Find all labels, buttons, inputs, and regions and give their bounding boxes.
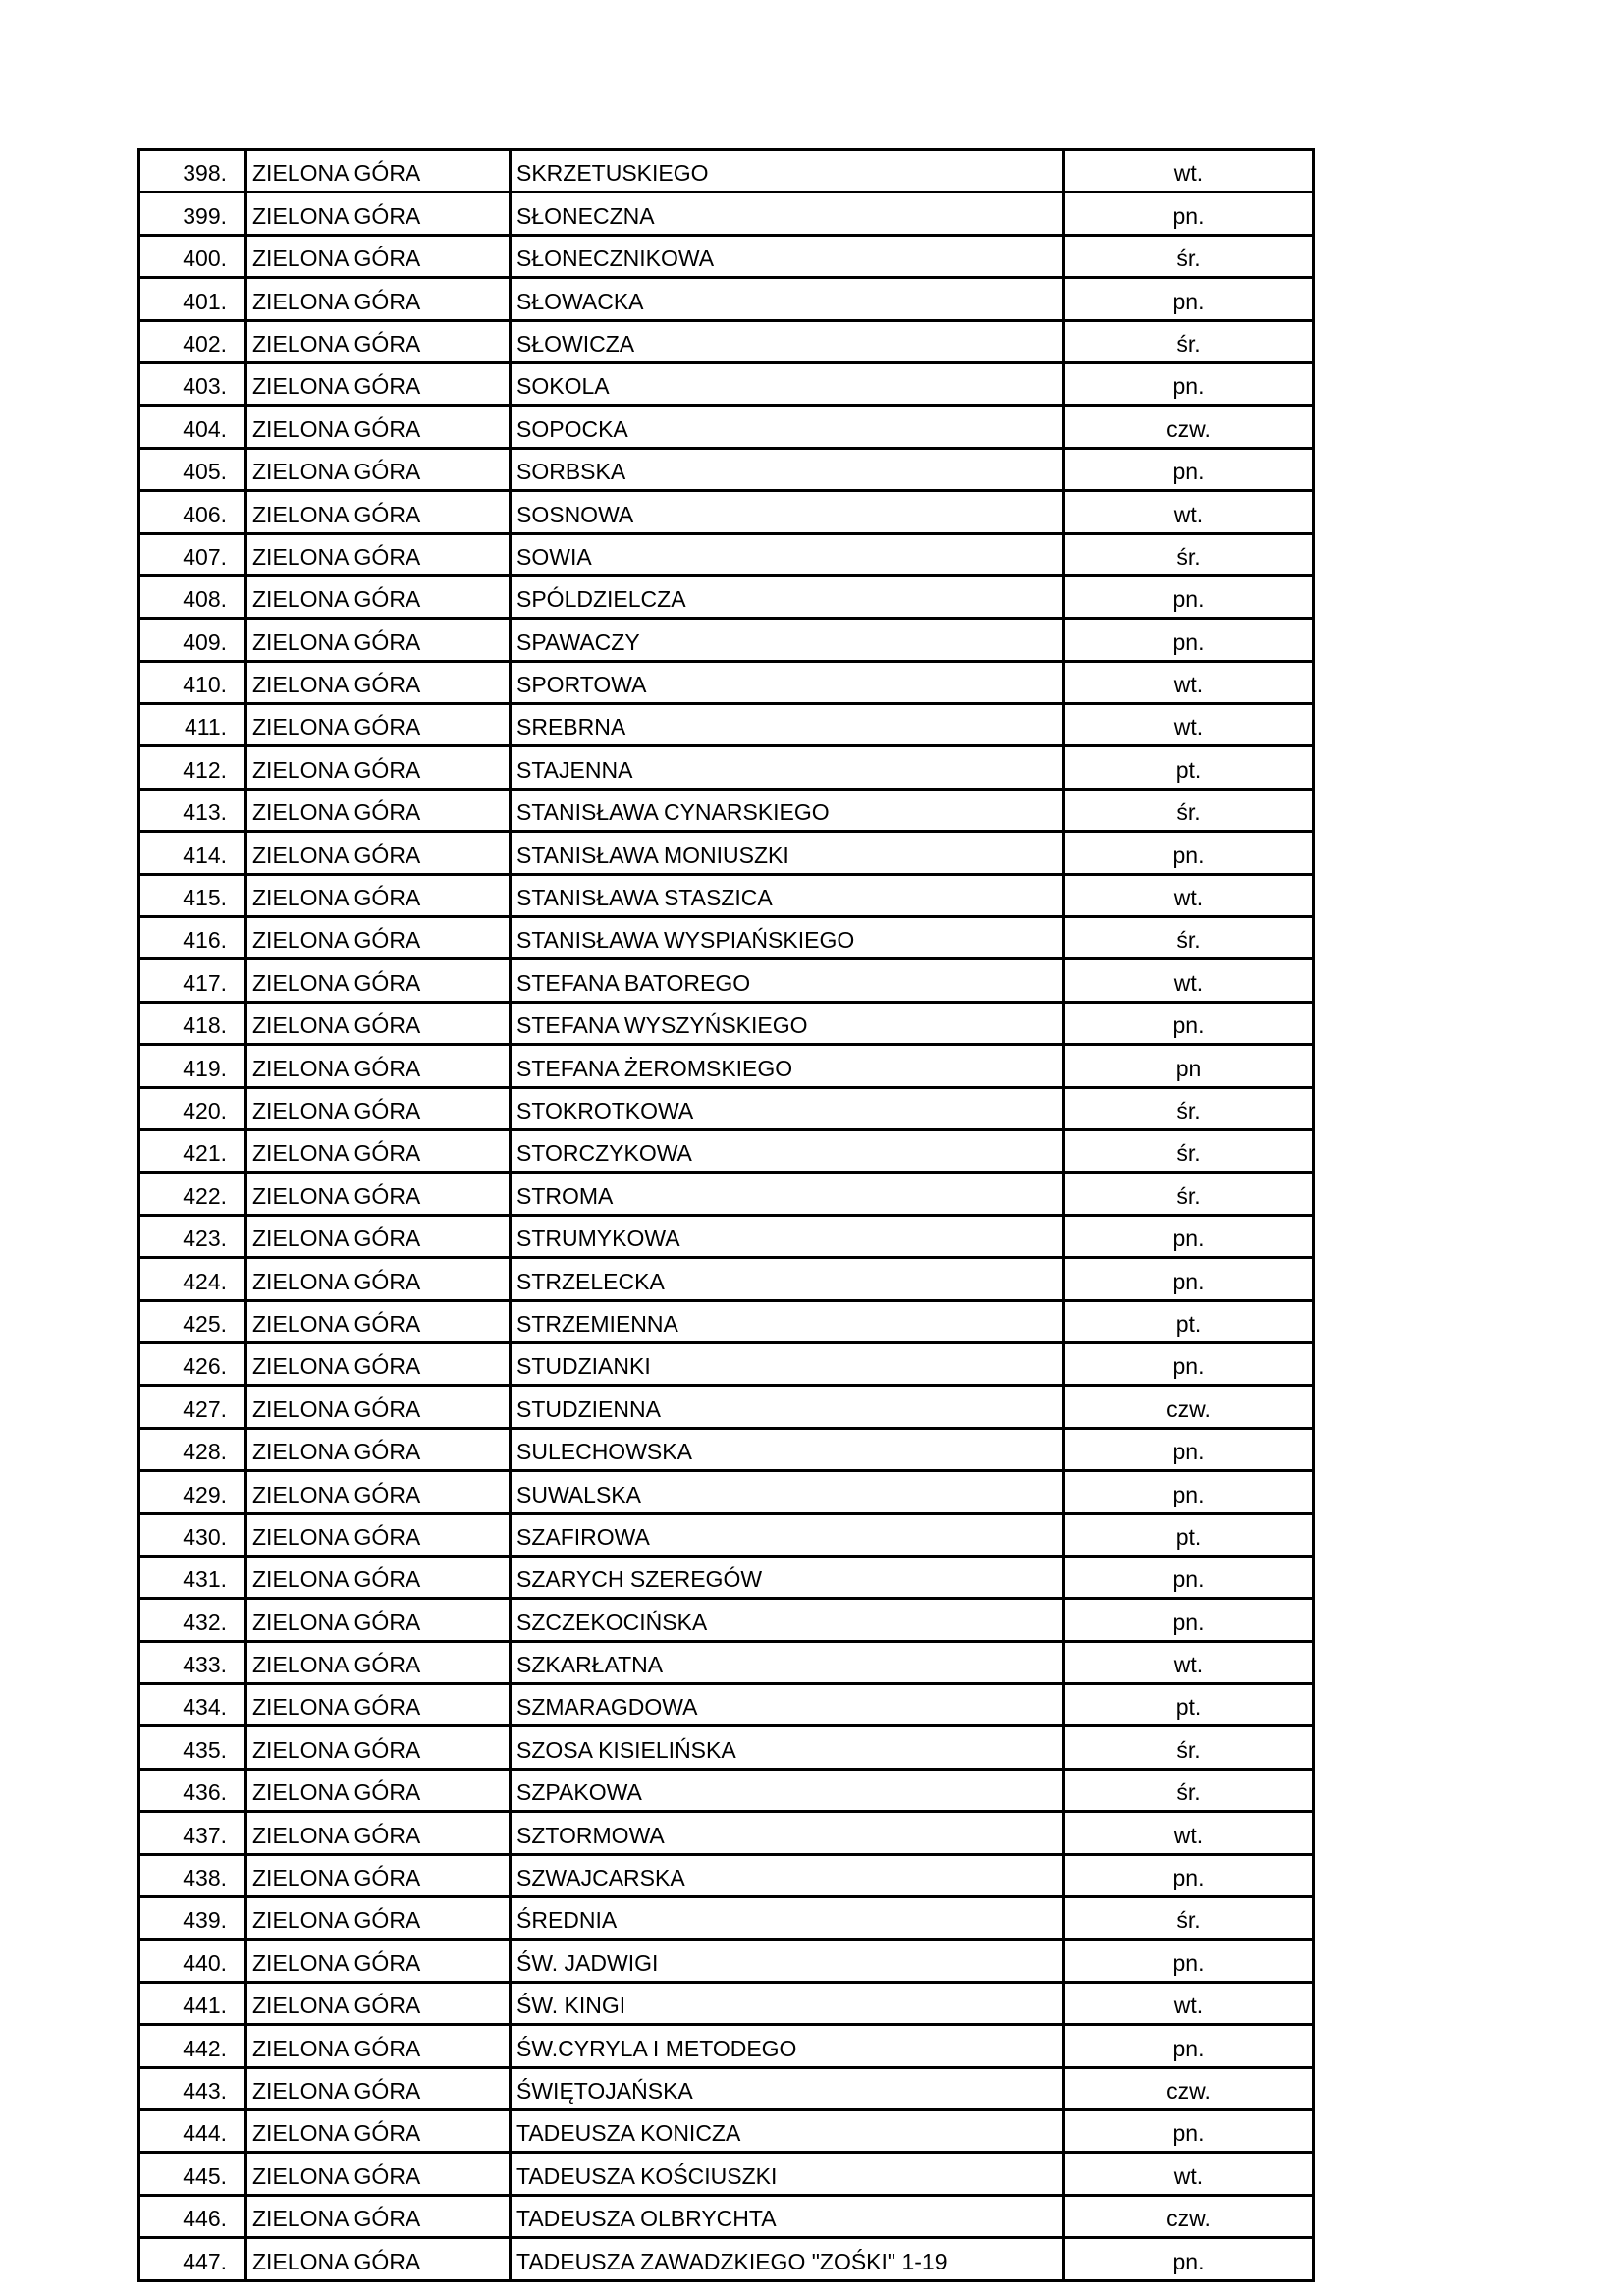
city-cell: ZIELONA GÓRA [246,2195,511,2237]
city-cell: ZIELONA GÓRA [246,1045,511,1087]
street-cell: SZKARŁATNA [511,1641,1064,1683]
street-cell: SPÓLDZIELCZA [511,575,1064,618]
street-cell: STRZELECKA [511,1258,1064,1300]
row-number-cell: 432. [139,1599,246,1641]
table-row [139,2153,1314,2195]
row-number-cell: 435. [139,1726,246,1769]
table-row [139,1940,1314,1982]
table-row [139,278,1314,320]
street-cell: STUDZIANKI [511,1342,1064,1385]
table-row [139,1428,1314,1470]
street-cell: STUDZIENNA [511,1386,1064,1428]
city-cell: ZIELONA GÓRA [246,704,511,746]
row-number-cell: 412. [139,746,246,789]
street-cell: SŁOWICZA [511,320,1064,362]
collection-day-cell: wt. [1064,150,1314,192]
street-cell: TADEUSZA OLBRYCHTA [511,2195,1064,2237]
table-row [139,2025,1314,2067]
street-cell: TADEUSZA KOŚCIUSZKI [511,2153,1064,2195]
row-number-cell: 413. [139,789,246,831]
street-cell: SPORTOWA [511,661,1064,703]
table-row [139,959,1314,1002]
street-cell: SZOSA KISIELIŃSKA [511,1726,1064,1769]
row-number-cell: 403. [139,362,246,405]
row-number-cell: 411. [139,704,246,746]
collection-day-cell: śr. [1064,1129,1314,1172]
row-number-cell: 442. [139,2025,246,2067]
city-cell: ZIELONA GÓRA [246,1215,511,1257]
collection-day-cell: pn. [1064,1215,1314,1257]
table-row [139,575,1314,618]
street-cell: SŁONECZNA [511,192,1064,235]
city-cell: ZIELONA GÓRA [246,2238,511,2280]
city-cell: ZIELONA GÓRA [246,278,511,320]
city-cell: ZIELONA GÓRA [246,1428,511,1470]
document-page [137,148,1315,2282]
row-number-cell: 440. [139,1940,246,1982]
collection-day-cell: wt. [1064,1641,1314,1683]
collection-day-cell: śr. [1064,917,1314,959]
table-row [139,1812,1314,1854]
table-row [139,619,1314,661]
row-number-cell: 429. [139,1471,246,1513]
table-row [139,832,1314,874]
row-number-cell: 407. [139,533,246,575]
table-row [139,491,1314,533]
street-cell: SZPAKOWA [511,1769,1064,1811]
collection-day-cell: śr. [1064,1769,1314,1811]
collection-day-cell: czw. [1064,2195,1314,2237]
collection-day-cell: pn. [1064,192,1314,235]
row-number-cell: 410. [139,661,246,703]
city-cell: ZIELONA GÓRA [246,2109,511,2152]
collection-day-cell: pn. [1064,619,1314,661]
city-cell: ZIELONA GÓRA [246,1471,511,1513]
table-row [139,1556,1314,1598]
table-row [139,874,1314,916]
street-cell: SZAFIROWA [511,1513,1064,1556]
table-row [139,1386,1314,1428]
row-number-cell: 436. [139,1769,246,1811]
row-number-cell: 423. [139,1215,246,1257]
table-row [139,789,1314,831]
table-row [139,1129,1314,1172]
row-number-cell: 420. [139,1087,246,1129]
street-cell: STRZEMIENNA [511,1300,1064,1342]
collection-day-cell: pn. [1064,1342,1314,1385]
collection-day-cell: pt. [1064,746,1314,789]
table-row [139,1300,1314,1342]
street-cell: STROMA [511,1173,1064,1215]
city-cell: ZIELONA GÓRA [246,959,511,1002]
collection-day-cell: śr. [1064,1726,1314,1769]
street-cell: STEFANA WYSZYŃSKIEGO [511,1002,1064,1044]
table-row [139,2195,1314,2237]
collection-day-cell: pn. [1064,1556,1314,1598]
row-number-cell: 401. [139,278,246,320]
row-number-cell: 425. [139,1300,246,1342]
row-number-cell: 434. [139,1684,246,1726]
street-cell: SOKOLA [511,362,1064,405]
row-number-cell: 419. [139,1045,246,1087]
table-row [139,2067,1314,2109]
city-cell: ZIELONA GÓRA [246,1897,511,1940]
city-cell: ZIELONA GÓRA [246,2067,511,2109]
row-number-cell: 444. [139,2109,246,2152]
collection-day-cell: pn. [1064,1940,1314,1982]
table-row [139,362,1314,405]
city-cell: ZIELONA GÓRA [246,235,511,277]
row-number-cell: 427. [139,1386,246,1428]
table-row [139,1641,1314,1683]
street-cell: SZCZEKOCIŃSKA [511,1599,1064,1641]
table-row [139,1684,1314,1726]
row-number-cell: 441. [139,1982,246,2024]
street-cell: SULECHOWSKA [511,1428,1064,1470]
row-number-cell: 418. [139,1002,246,1044]
table-row [139,2238,1314,2280]
collection-day-cell: pt. [1064,1300,1314,1342]
street-cell: STAJENNA [511,746,1064,789]
city-cell: ZIELONA GÓRA [246,2025,511,2067]
city-cell: ZIELONA GÓRA [246,1386,511,1428]
table-row [139,1854,1314,1896]
table-row [139,1173,1314,1215]
collection-day-cell: pn. [1064,2025,1314,2067]
table-row [139,448,1314,490]
row-number-cell: 438. [139,1854,246,1896]
table-row [139,1471,1314,1513]
row-number-cell: 404. [139,406,246,448]
city-cell: ZIELONA GÓRA [246,789,511,831]
collection-day-cell: wt. [1064,661,1314,703]
street-cell: SORBSKA [511,448,1064,490]
collection-day-cell: śr. [1064,1087,1314,1129]
collection-day-cell: czw. [1064,1386,1314,1428]
collection-day-cell: pn. [1064,448,1314,490]
city-cell: ZIELONA GÓRA [246,2153,511,2195]
city-cell: ZIELONA GÓRA [246,575,511,618]
table-row [139,1215,1314,1257]
row-number-cell: 447. [139,2238,246,2280]
city-cell: ZIELONA GÓRA [246,1812,511,1854]
table-row [139,1002,1314,1044]
table-row [139,1258,1314,1300]
table-row [139,1087,1314,1129]
table-row [139,533,1314,575]
row-number-cell: 430. [139,1513,246,1556]
street-cell: STEFANA BATOREGO [511,959,1064,1002]
row-number-cell: 431. [139,1556,246,1598]
street-cell: STORCZYKOWA [511,1129,1064,1172]
row-number-cell: 428. [139,1428,246,1470]
table-row [139,1599,1314,1641]
table-row [139,235,1314,277]
city-cell: ZIELONA GÓRA [246,1513,511,1556]
collection-day-cell: pn. [1064,1471,1314,1513]
row-number-cell: 443. [139,2067,246,2109]
collection-day-cell: pn. [1064,1258,1314,1300]
row-number-cell: 414. [139,832,246,874]
collection-day-cell: pn. [1064,1002,1314,1044]
row-number-cell: 426. [139,1342,246,1385]
collection-day-cell: pn. [1064,1599,1314,1641]
street-cell: ŚREDNIA [511,1897,1064,1940]
table-row [139,320,1314,362]
table-row [139,1769,1314,1811]
city-cell: ZIELONA GÓRA [246,1854,511,1896]
collection-day-cell: pn. [1064,278,1314,320]
street-cell: ŚW. KINGI [511,1982,1064,2024]
row-number-cell: 446. [139,2195,246,2237]
street-cell: SZWAJCARSKA [511,1854,1064,1896]
city-cell: ZIELONA GÓRA [246,661,511,703]
collection-day-cell: pn [1064,1045,1314,1087]
row-number-cell: 406. [139,491,246,533]
table-row [139,746,1314,789]
table-row [139,2109,1314,2152]
city-cell: ZIELONA GÓRA [246,1087,511,1129]
street-cell: ŚWIĘTOJAŃSKA [511,2067,1064,2109]
row-number-cell: 437. [139,1812,246,1854]
city-cell: ZIELONA GÓRA [246,832,511,874]
city-cell: ZIELONA GÓRA [246,362,511,405]
street-cell: SUWALSKA [511,1471,1064,1513]
collection-day-cell: czw. [1064,2067,1314,2109]
collection-day-cell: czw. [1064,406,1314,448]
city-cell: ZIELONA GÓRA [246,1342,511,1385]
city-cell: ZIELONA GÓRA [246,1641,511,1683]
table-row [139,917,1314,959]
city-cell: ZIELONA GÓRA [246,491,511,533]
collection-day-cell: pt. [1064,1684,1314,1726]
collection-day-cell: śr. [1064,1173,1314,1215]
table-row [139,1897,1314,1940]
row-number-cell: 416. [139,917,246,959]
city-cell: ZIELONA GÓRA [246,1769,511,1811]
city-cell: ZIELONA GÓRA [246,1940,511,1982]
city-cell: ZIELONA GÓRA [246,917,511,959]
collection-day-cell: wt. [1064,959,1314,1002]
collection-day-cell: wt. [1064,874,1314,916]
table-row [139,150,1314,192]
street-cell: STANISŁAWA MONIUSZKI [511,832,1064,874]
city-cell: ZIELONA GÓRA [246,1684,511,1726]
street-cell: STRUMYKOWA [511,1215,1064,1257]
collection-day-cell: wt. [1064,1812,1314,1854]
row-number-cell: 433. [139,1641,246,1683]
collection-day-cell: śr. [1064,789,1314,831]
row-number-cell: 415. [139,874,246,916]
street-cell: SPAWACZY [511,619,1064,661]
table-row [139,704,1314,746]
street-cell: TADEUSZA KONICZA [511,2109,1064,2152]
table-row [139,1982,1314,2024]
collection-day-cell: pn. [1064,575,1314,618]
city-cell: ZIELONA GÓRA [246,746,511,789]
city-cell: ZIELONA GÓRA [246,320,511,362]
city-cell: ZIELONA GÓRA [246,1002,511,1044]
row-number-cell: 402. [139,320,246,362]
collection-day-cell: wt. [1064,2153,1314,2195]
street-cell: ŚW. JADWIGI [511,1940,1064,1982]
table-row [139,406,1314,448]
collection-day-cell: pn. [1064,1428,1314,1470]
city-cell: ZIELONA GÓRA [246,1173,511,1215]
street-cell: SREBRNA [511,704,1064,746]
street-cell: SKRZETUSKIEGO [511,150,1064,192]
table-row [139,192,1314,235]
collection-day-cell: śr. [1064,533,1314,575]
street-cell: STANISŁAWA CYNARSKIEGO [511,789,1064,831]
street-cell: SOPOCKA [511,406,1064,448]
row-number-cell: 421. [139,1129,246,1172]
table-row [139,1513,1314,1556]
table-body [139,150,1314,2281]
city-cell: ZIELONA GÓRA [246,1258,511,1300]
collection-day-cell: wt. [1064,1982,1314,2024]
collection-day-cell: pn. [1064,832,1314,874]
row-number-cell: 439. [139,1897,246,1940]
city-cell: ZIELONA GÓRA [246,192,511,235]
row-number-cell: 398. [139,150,246,192]
schedule-table [137,148,1315,2282]
row-number-cell: 445. [139,2153,246,2195]
street-cell: SOSNOWA [511,491,1064,533]
collection-day-cell: śr. [1064,320,1314,362]
street-cell: SZTORMOWA [511,1812,1064,1854]
city-cell: ZIELONA GÓRA [246,1982,511,2024]
collection-day-cell: pn. [1064,1854,1314,1896]
table-row [139,661,1314,703]
city-cell: ZIELONA GÓRA [246,406,511,448]
city-cell: ZIELONA GÓRA [246,1129,511,1172]
street-cell: TADEUSZA ZAWADZKIEGO "ZOŚKI" 1-19 [511,2238,1064,2280]
street-cell: SZMARAGDOWA [511,1684,1064,1726]
collection-day-cell: pn. [1064,2109,1314,2152]
row-number-cell: 399. [139,192,246,235]
city-cell: ZIELONA GÓRA [246,874,511,916]
city-cell: ZIELONA GÓRA [246,150,511,192]
street-cell: ŚW.CYRYLA I METODEGO [511,2025,1064,2067]
collection-day-cell: pn. [1064,2238,1314,2280]
city-cell: ZIELONA GÓRA [246,1726,511,1769]
row-number-cell: 417. [139,959,246,1002]
city-cell: ZIELONA GÓRA [246,1599,511,1641]
street-cell: STEFANA ŻEROMSKIEGO [511,1045,1064,1087]
street-cell: STANISŁAWA STASZICA [511,874,1064,916]
collection-day-cell: pn. [1064,362,1314,405]
street-cell: SŁONECZNIKOWA [511,235,1064,277]
table-row [139,1726,1314,1769]
collection-day-cell: wt. [1064,491,1314,533]
street-cell: SŁOWACKA [511,278,1064,320]
city-cell: ZIELONA GÓRA [246,619,511,661]
row-number-cell: 400. [139,235,246,277]
collection-day-cell: śr. [1064,1897,1314,1940]
city-cell: ZIELONA GÓRA [246,533,511,575]
street-cell: SZARYCH SZEREGÓW [511,1556,1064,1598]
street-cell: SOWIA [511,533,1064,575]
collection-day-cell: pt. [1064,1513,1314,1556]
row-number-cell: 405. [139,448,246,490]
row-number-cell: 424. [139,1258,246,1300]
city-cell: ZIELONA GÓRA [246,448,511,490]
table-row [139,1045,1314,1087]
collection-day-cell: śr. [1064,235,1314,277]
city-cell: ZIELONA GÓRA [246,1556,511,1598]
collection-day-cell: wt. [1064,704,1314,746]
row-number-cell: 422. [139,1173,246,1215]
row-number-cell: 408. [139,575,246,618]
city-cell: ZIELONA GÓRA [246,1300,511,1342]
row-number-cell: 409. [139,619,246,661]
street-cell: STANISŁAWA WYSPIAŃSKIEGO [511,917,1064,959]
street-cell: STOKROTKOWA [511,1087,1064,1129]
table-row [139,1342,1314,1385]
